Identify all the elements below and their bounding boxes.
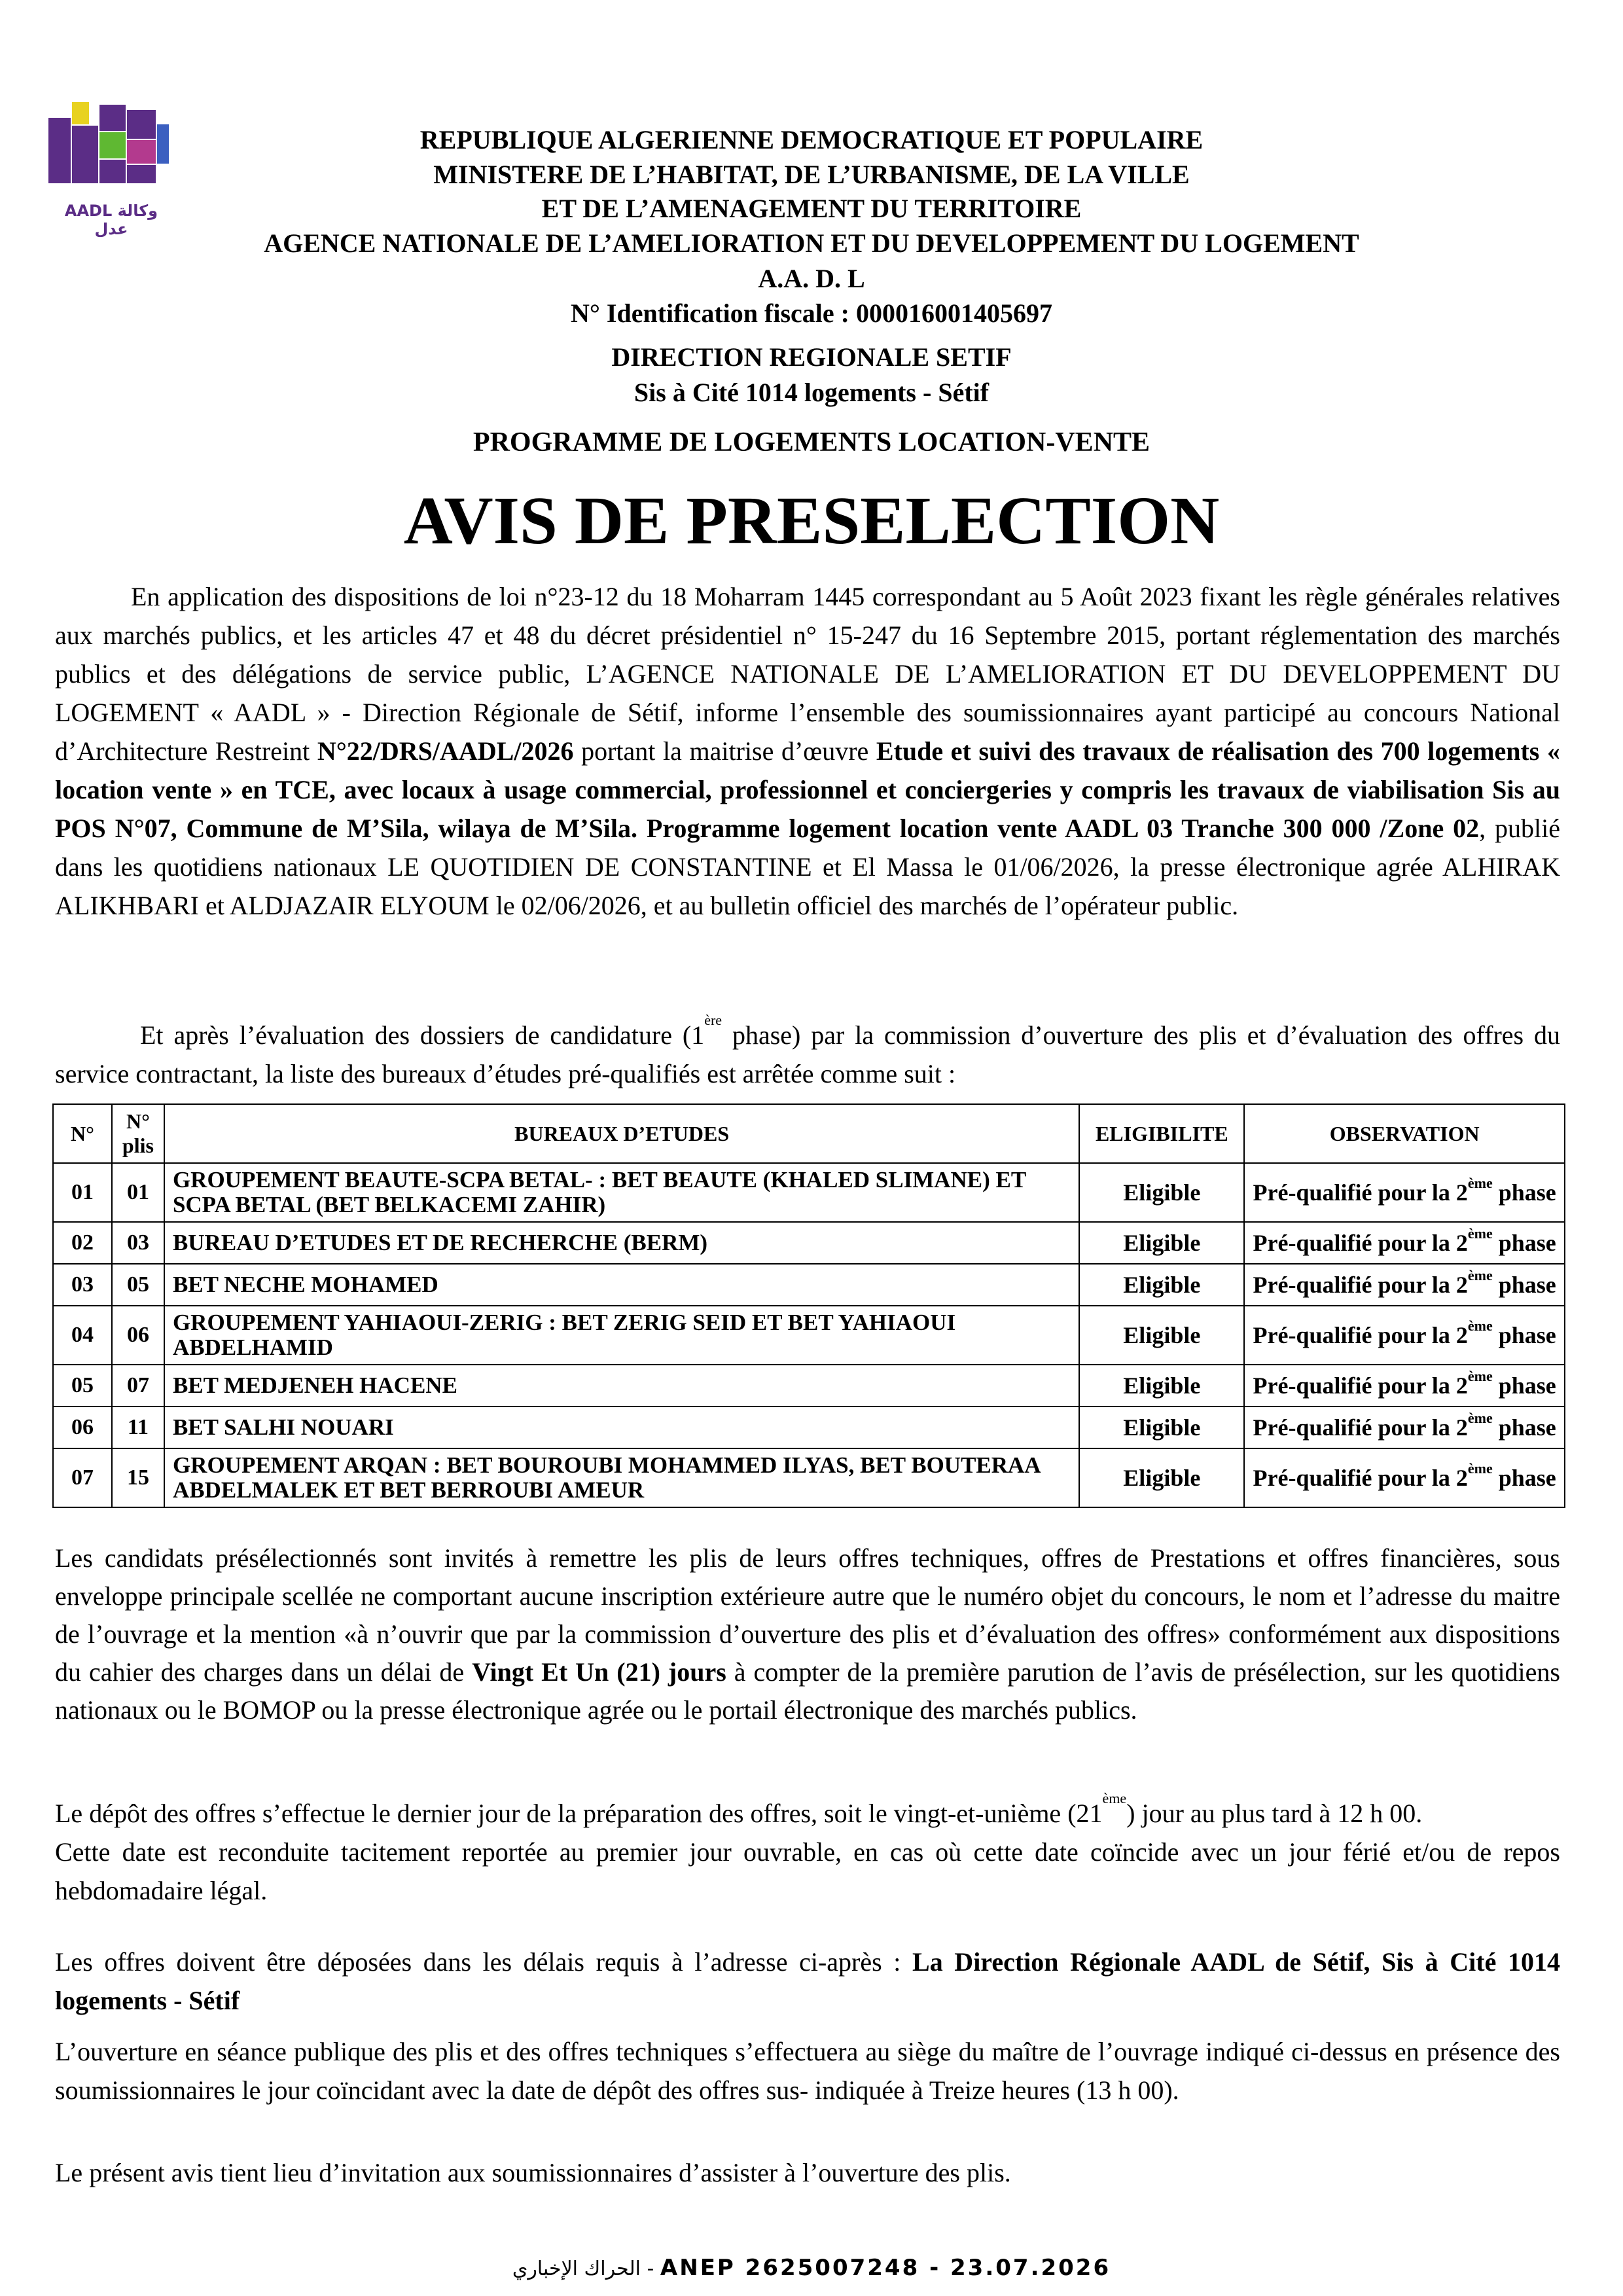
row-observation: [1244, 1365, 1565, 1407]
observation-phase: phase: [1492, 1465, 1556, 1491]
col-header-bureaux: BUREAUX D’ETUDES: [164, 1104, 1079, 1163]
col-header-num: N°: [53, 1104, 112, 1163]
observation-sup: ème: [1467, 1267, 1493, 1283]
observation-text: Pré-qualifié pour la 2: [1253, 1230, 1468, 1256]
evaluation-text-2: phase) par la commission d’ouverture des plis et d’évaluation des offres du service contractant, la liste des bureaux d’études pré-qualifiés est arrêtée comme suit :: [55, 1020, 1560, 1088]
deposit-text-2: ) jour au plus tard à 12 h 00.: [1126, 1799, 1423, 1828]
footer-reference: [0, 2255, 1623, 2281]
table-row: [53, 1264, 1565, 1306]
row-plis: 15: [112, 1448, 164, 1507]
table-row: [53, 1365, 1565, 1407]
intro-paragraph: [55, 577, 1560, 925]
row-bureau: BUREAU D’ETUDES ET DE RECHERCHE (BERM): [164, 1222, 1079, 1264]
row-bureau: GROUPEMENT BEAUTE-SCPA BETAL- : BET BEAUTE (KHALED SLIMANE) ET SCPA BETAL (BET BELKACEMI ZAHIR): [164, 1163, 1079, 1222]
row-num: 02: [53, 1222, 112, 1264]
header-agency: AGENCE NATIONALE DE L’AMELIORATION ET DU DEVELOPPEMENT DU LOGEMENT: [264, 228, 1359, 258]
row-bureau: BET SALHI NOUARI: [164, 1407, 1079, 1448]
header-fiscal-id: N° Identification fiscale : 000016001405697: [571, 298, 1052, 328]
row-observation: [1244, 1222, 1565, 1264]
row-eligibility: Eligible: [1079, 1306, 1244, 1365]
observation-sup: ème: [1467, 1368, 1493, 1384]
candidates-paragraph: [55, 1539, 1560, 1729]
row-plis: 03: [112, 1222, 164, 1264]
table-row: [53, 1448, 1565, 1507]
deposit-sup: ème: [1102, 1790, 1127, 1806]
row-observation: [1244, 1163, 1565, 1222]
header-direction: DIRECTION REGIONALE SETIF: [611, 342, 1012, 372]
observation-text: Pré-qualifié pour la 2: [1253, 1322, 1468, 1348]
observation-text: Pré-qualifié pour la 2: [1253, 1465, 1468, 1491]
footer-anep-ref: ANEP 2625007248 - 23.07.2026: [660, 2255, 1111, 2281]
header-address: Sis à Cité 1014 logements - Sétif: [633, 378, 990, 407]
deposit-paragraph: [55, 1790, 1560, 1910]
row-num: 01: [53, 1163, 112, 1222]
header-ministry-cont: ET DE L’AMENAGEMENT DU TERRITOIRE: [541, 194, 1082, 223]
row-plis: 07: [112, 1365, 164, 1407]
row-eligibility: Eligible: [1079, 1448, 1244, 1507]
table-row: [53, 1306, 1565, 1365]
row-num: 06: [53, 1407, 112, 1448]
row-num: 04: [53, 1306, 112, 1365]
observation-text: Pré-qualifié pour la 2: [1253, 1179, 1468, 1206]
candidates-text-2: à compter de la première parution de l’avis de présélection, sur les quotidiens nationaux ou le BOMOP ou la presse électronique agrée ou le portail électronique des marchés publics.: [55, 1657, 1560, 1725]
prequalified-table: [52, 1103, 1565, 1508]
header-ministry: MINISTERE DE L’HABITAT, DE L’URBANISME, DE LA VILLE: [433, 160, 1190, 189]
observation-text: Pré-qualifié pour la 2: [1253, 1372, 1468, 1399]
footer-arabic: الحراك الإخباري -: [512, 2257, 660, 2280]
logo-tagline: AADL وكالة عدل: [64, 202, 158, 238]
row-observation: [1244, 1448, 1565, 1507]
observation-phase: phase: [1492, 1179, 1556, 1206]
table-row: [53, 1407, 1565, 1448]
intro-text-2: portant la maitrise d’œuvre: [573, 736, 876, 766]
intro-text-1: En application des dispositions de loi n°23-12 du 18 Moharram 1445 correspondant au 5 Août 2023 fixant les règle générales relatives aux marchés publics, et les articles 47 et 48 du décret présidentiel n° 15-247 du 16 Septembre 2015, portant réglementation des marchés publics et des délégations de service public, L’AGENCE NATIONALE DE L’AMELIORATION ET DU DEVELOPPEMENT DU LOGEMENT « AADL » - Direction Régionale de Sétif, informe l’ensemble des soumissionnaires ayant participé au concours National d’Architecture Restreint: [55, 582, 1560, 766]
row-observation: [1244, 1407, 1565, 1448]
row-plis: 06: [112, 1306, 164, 1365]
address-paragraph: [55, 1943, 1560, 2020]
header-programme: PROGRAMME DE LOGEMENTS LOCATION-VENTE: [473, 427, 1150, 457]
observation-text: Pré-qualifié pour la 2: [1253, 1414, 1468, 1441]
deposit-address: La Direction Régionale AADL de Sétif, Sis à Cité 1014 logements - Sétif: [55, 1947, 1560, 2015]
row-num: 03: [53, 1264, 112, 1306]
evaluation-text-1: Et après l’évaluation des dossiers de candidature (1: [140, 1020, 705, 1050]
evaluation-paragraph: [55, 1012, 1560, 1093]
row-bureau: BET MEDJENEH HACENE: [164, 1365, 1079, 1407]
row-bureau: GROUPEMENT YAHIAOUI-ZERIG : BET ZERIG SEID ET BET YAHIAOUI ABDELHAMID: [164, 1306, 1079, 1365]
observation-sup: ème: [1467, 1318, 1493, 1334]
observation-phase: phase: [1492, 1414, 1556, 1441]
row-plis: 05: [112, 1264, 164, 1306]
observation-sup: ème: [1467, 1410, 1493, 1426]
col-header-eligibilite: ELIGIBILITE: [1079, 1104, 1244, 1163]
header-acronym: A.A. D. L: [758, 264, 865, 293]
col-header-observation: OBSERVATION: [1244, 1104, 1565, 1163]
project-description: Etude et suivi des travaux de réalisation des 700 logements « location vente » en TCE, avec locaux à usage commercial, professionnel et conciergeries y compris les travaux de viabilisation Sis au POS N°07, Commune de M’Sila, wilaya de M’Sila. Programme logement location vente AADL 03 Tranche 300 000 /Zone 02: [55, 736, 1560, 843]
final-paragraph: Le présent avis tient lieu d’invitation aux soumissionnaires d’assister à l’ouverture des plis.: [55, 2158, 1011, 2187]
row-eligibility: Eligible: [1079, 1365, 1244, 1407]
deadline-days: Vingt Et Un (21) jours: [472, 1657, 726, 1687]
table-row: [53, 1163, 1565, 1222]
observation-phase: phase: [1492, 1372, 1556, 1399]
row-eligibility: Eligible: [1079, 1222, 1244, 1264]
contest-reference: N°22/DRS/AADL/2026: [317, 736, 574, 766]
observation-sup: ème: [1467, 1460, 1493, 1477]
row-num: 07: [53, 1448, 112, 1507]
row-bureau: GROUPEMENT ARQAN : BET BOUROUBI MOHAMMED ILYAS, BET BOUTERAA ABDELMALEK ET BET BERROUBI AMEUR: [164, 1448, 1079, 1507]
candidates-text-1: Les candidats présélectionnés sont invités à remettre les plis de leurs offres techniques, offres de Prestations et offres financières, sous enveloppe principale scellée ne comportant aucune inscription extérieure autre que le numéro objet du concours, le nom et l’adresse du maitre de l’ouvrage et la mention «à n’ouvrir que par la commission d’ouverture des plis et d’évaluation des offres» conformément aux dispositions du cahier des charges dans un délai de: [55, 1543, 1560, 1687]
table-row: [53, 1222, 1565, 1264]
row-plis: 11: [112, 1407, 164, 1448]
row-eligibility: Eligible: [1079, 1163, 1244, 1222]
opening-paragraph: L’ouverture en séance publique des plis et des offres techniques s’effectuera au siège du maître de l’ouvrage indiqué ci-dessus en présence des soumissionnaires le jour coïncidant avec la date de dépôt des offres sus- indiquée à Treize heures (13 h 00).: [55, 2037, 1560, 2105]
row-plis: 01: [112, 1163, 164, 1222]
observation-sup: ème: [1467, 1175, 1493, 1191]
intro-text-3: , publié dans les quotidiens nationaux LE QUOTIDIEN DE CONSTANTINE et El Massa le 01/06/2026, la presse électronique agrée ALHIRAK ALIKHBARI et ALDJAZAIR ELYOUM le 02/06/2026, et au bulletin officiel des marchés de l’opérateur public.: [55, 814, 1561, 920]
address-text: Les offres doivent être déposées dans les délais requis à l’adresse ci-après :: [55, 1947, 913, 1977]
observation-phase: phase: [1492, 1272, 1556, 1298]
row-num: 05: [53, 1365, 112, 1407]
row-observation: [1244, 1264, 1565, 1306]
row-eligibility: Eligible: [1079, 1264, 1244, 1306]
observation-text: Pré-qualifié pour la 2: [1253, 1272, 1468, 1298]
observation-sup: ème: [1467, 1225, 1493, 1242]
row-observation: [1244, 1306, 1565, 1365]
row-bureau: BET NECHE MOHAMED: [164, 1264, 1079, 1306]
col-header-plis: N° plis: [112, 1104, 164, 1163]
observation-phase: phase: [1492, 1230, 1556, 1256]
evaluation-sup: ère: [704, 1012, 722, 1028]
deposit-text-1: Le dépôt des offres s’effectue le dernier jour de la préparation des offres, soit le vingt-et-unième (21: [55, 1799, 1103, 1828]
observation-phase: phase: [1492, 1322, 1556, 1348]
page-title: AVIS DE PRESELECTION: [403, 483, 1220, 558]
deposit-text-3: Cette date est reconduite tacitement reportée au premier jour ouvrable, en cas où cette date coïncide avec un jour férié et/ou de repos hebdomadaire légal.: [55, 1837, 1560, 1905]
header-republic: REPUBLIQUE ALGERIENNE DEMOCRATIQUE ET POPULAIRE: [419, 125, 1204, 154]
row-eligibility: Eligible: [1079, 1407, 1244, 1448]
